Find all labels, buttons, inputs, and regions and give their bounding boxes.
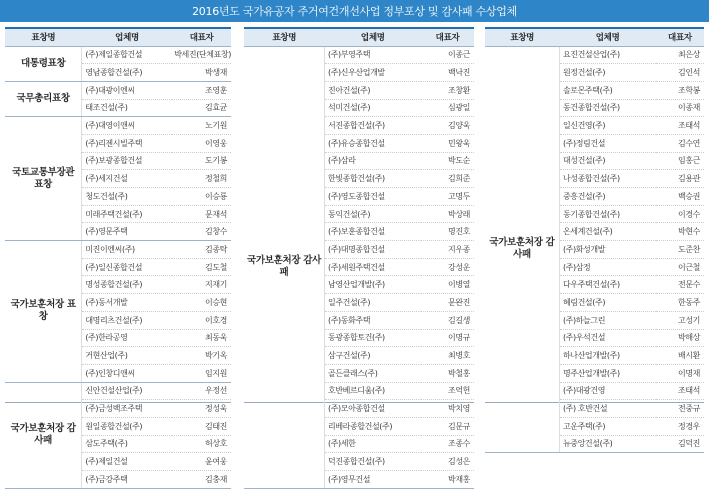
representative-cell: 이승룡 <box>172 188 231 206</box>
representative-cell: 김도철 <box>172 258 231 276</box>
table-header-row <box>244 29 474 46</box>
company-name-cell: (주)동화주택 <box>325 311 422 329</box>
company-name-cell: (주)제일건설 <box>82 453 172 471</box>
company-name-cell: (주)한라공영 <box>82 329 172 347</box>
representative-cell: 이종재 <box>656 99 704 117</box>
company-name-cell: (주)정림건설 <box>559 134 655 152</box>
page-title: 2016년도 국가유공자 주거여건개선사업 정부포상 및 감사패 수상업체 <box>192 5 517 18</box>
header-award: 표창명 <box>5 29 82 46</box>
company-name-cell: 삼구건설(주) <box>325 347 422 365</box>
representative-cell: 정경우 <box>656 417 704 435</box>
representative-cell: 우정선 <box>172 382 231 400</box>
representative-cell: 전문수 <box>656 276 704 294</box>
award-name-cell: 국무총리표창 <box>5 81 82 116</box>
company-name-cell: 명주산업개발(주) <box>559 364 655 382</box>
company-name-cell: 한빛종합건설(주) <box>325 170 422 188</box>
representative-cell: 이병열 <box>421 276 474 294</box>
award-name-cell: 국가보훈처장 표창 <box>5 241 82 383</box>
company-name-cell: 거현산업(주) <box>82 347 172 365</box>
table-row <box>5 46 231 64</box>
company-name-cell: (주)대영이앤씨 <box>82 117 172 135</box>
company-name-cell: (주)하늘그린 <box>559 311 655 329</box>
representative-cell: 최은상 <box>656 46 704 64</box>
awards-table <box>485 29 704 453</box>
company-name-cell: 동익건설(주) <box>325 205 422 223</box>
representative-cell: 배시환 <box>656 347 704 365</box>
company-name-cell: 대명리츠건설(주) <box>82 311 172 329</box>
representative-cell: 윤여웅 <box>172 453 231 471</box>
award-name-cell: 대통령표창 <box>5 46 82 81</box>
representative-cell: 이명규 <box>421 329 474 347</box>
representative-cell: 전중규 <box>656 400 704 418</box>
representative-cell: 김용관 <box>656 170 704 188</box>
representative-cell: 이경수 <box>656 205 704 223</box>
representative-cell: 도기봉 <box>172 152 231 170</box>
representative-cell: 조학봉 <box>656 81 704 99</box>
table-header-row <box>485 29 704 46</box>
company-name-cell: 고운주택(주) <box>559 417 655 435</box>
company-name-cell: (주)세원주택건설 <box>325 258 422 276</box>
company-name-cell: 일주건설(주) <box>325 294 422 312</box>
representative-cell: 박해상 <box>656 329 704 347</box>
table-row <box>5 241 231 259</box>
representative-cell: 지재기 <box>172 276 231 294</box>
representative-cell: 조태석 <box>656 382 704 400</box>
company-name-cell: 미래주택건설(주) <box>82 205 172 223</box>
representative-cell: 김문규 <box>421 417 474 435</box>
company-name-cell: (주)대광이엔씨 <box>82 81 172 99</box>
company-name-cell: (주)대광건영 <box>559 382 655 400</box>
company-name-cell: (주)리젠시빌주택 <box>82 134 172 152</box>
table-row <box>485 46 704 64</box>
representative-cell: 백승권 <box>656 188 704 206</box>
company-name-cell: (주)보광종합건설 <box>82 152 172 170</box>
representative-cell: 박철홍 <box>421 364 474 382</box>
company-name-cell: 덕진종합건설(주) <box>325 453 422 471</box>
awards-table <box>244 29 474 489</box>
representative-cell: 백낙진 <box>421 64 474 82</box>
representative-cell: 최동욱 <box>172 329 231 347</box>
company-name-cell: 진아건설(주) <box>325 81 422 99</box>
representative-cell: 문재석 <box>172 205 231 223</box>
company-name-cell: (주)우석건설 <box>559 329 655 347</box>
company-name-cell: 청도건설(주) <box>82 188 172 206</box>
representative-cell: 조억헌 <box>421 382 474 400</box>
header-company: 업체명 <box>325 29 422 46</box>
company-name-cell: (주)일신종합건설 <box>82 258 172 276</box>
company-name-cell: (주)부영주택 <box>325 46 422 64</box>
representative-cell: 박기옥 <box>172 347 231 365</box>
company-name-cell: 태조건설(주) <box>82 99 172 117</box>
representative-cell: 정철희 <box>172 170 231 188</box>
company-name-cell: (주)금성백조주택 <box>82 400 172 418</box>
company-name-cell: (주)모아종합건설 <box>325 400 422 418</box>
company-name-cell: 미진이엔씨(주) <box>82 241 172 259</box>
company-name-cell: 삼도주택(주) <box>82 435 172 453</box>
representative-cell: 김양욱 <box>421 117 474 135</box>
representative-cell: 이근철 <box>656 258 704 276</box>
award-name-cell: 국가보훈처장 감사패 <box>5 382 82 488</box>
representative-cell: 심광일 <box>421 99 474 117</box>
company-name-cell: 남영산업개발(주) <box>325 276 422 294</box>
representative-cell: 고성기 <box>656 311 704 329</box>
header-company: 업체명 <box>82 29 172 46</box>
representative-cell: 한동주 <box>656 294 704 312</box>
company-name-cell: 뉴중앙건설(주) <box>559 435 655 453</box>
representative-cell: 박재홍 <box>421 471 474 489</box>
company-name-cell: (주)영문주택 <box>82 223 172 241</box>
company-name-cell: 호반베르디움(주) <box>325 382 422 400</box>
representative-cell: 박현수 <box>656 223 704 241</box>
company-name-cell: (주)신우산업개발 <box>325 64 422 82</box>
representative-cell: 김충재 <box>172 471 231 489</box>
company-name-cell: 혜림건설(주) <box>559 294 655 312</box>
representative-cell: 민왕욱 <box>421 134 474 152</box>
company-name-cell: 하나산업개발(주) <box>559 347 655 365</box>
company-name-cell: (주)영도종합건설 <box>325 188 422 206</box>
representative-cell: 문완진 <box>421 294 474 312</box>
company-name-cell: 다우주택건설(주) <box>559 276 655 294</box>
company-name-cell: (주)동서개발 <box>82 294 172 312</box>
representative-cell: 이승현 <box>172 294 231 312</box>
company-name-cell: (주)대명종합건설 <box>325 241 422 259</box>
representative-cell: 고명두 <box>421 188 474 206</box>
representative-cell: 노기원 <box>172 117 231 135</box>
representative-cell: 임지원 <box>172 364 231 382</box>
company-name-cell: 중흥건설(주) <box>559 188 655 206</box>
representative-cell: 김성은 <box>421 453 474 471</box>
awards-table-column-1 <box>5 27 231 484</box>
company-name-cell: 요진건설산업(주) <box>559 46 655 64</box>
representative-cell: 김효균 <box>172 99 231 117</box>
company-name-cell: 동광종합토건(주) <box>325 329 422 347</box>
company-name-cell: 원일종합건설(주) <box>82 417 172 435</box>
company-name-cell: (주)금강주택 <box>82 471 172 489</box>
representative-cell: 조창환 <box>421 81 474 99</box>
company-name-cell: 골든클래스(주) <box>325 364 422 382</box>
representative-cell: 김인석 <box>656 64 704 82</box>
table-row <box>5 81 231 99</box>
award-name-cell: 국토교통부장관 표창 <box>5 117 82 241</box>
representative-cell: 명진호 <box>421 223 474 241</box>
table-row <box>5 117 231 135</box>
awards-table-column-2 <box>244 27 474 484</box>
header-company: 업체명 <box>559 29 655 46</box>
page-title-banner <box>0 0 709 22</box>
company-name-cell: (주)삼정 <box>559 258 655 276</box>
representative-cell: 박생재 <box>172 64 231 82</box>
company-name-cell: (주)세한 <box>325 435 422 453</box>
representative-cell: 이종근 <box>421 46 474 64</box>
company-name-cell: (주)보훈종합건설 <box>325 223 422 241</box>
representative-cell: 박치영 <box>421 400 474 418</box>
company-name-cell: (주)세지건설 <box>82 170 172 188</box>
company-name-cell: 신안건설산업(주) <box>82 382 172 400</box>
awards-table-column-3 <box>485 27 704 449</box>
representative-cell: 조종수 <box>421 435 474 453</box>
table-row <box>5 382 231 400</box>
company-name-cell: 리베라종합건설(주) <box>325 417 422 435</box>
representative-cell: 김창수 <box>172 223 231 241</box>
representative-cell: 박도순 <box>421 152 474 170</box>
company-name-cell: (주)인창디앤씨 <box>82 364 172 382</box>
representative-cell: 김길생 <box>421 311 474 329</box>
header-award: 표창명 <box>244 29 325 46</box>
representative-cell: 이명재 <box>656 364 704 382</box>
representative-cell: 김수연 <box>656 134 704 152</box>
representative-cell: 강성운 <box>421 258 474 276</box>
representative-cell: 김태진 <box>172 417 231 435</box>
table-header-row <box>5 29 231 46</box>
header-rep: 대표자 <box>421 29 474 46</box>
representative-cell: 김덕진 <box>656 435 704 453</box>
header-rep: 대표자 <box>172 29 231 46</box>
company-name-cell: 나성종합건설(주) <box>559 170 655 188</box>
awards-table <box>5 29 231 489</box>
company-name-cell: 온세계건설(주) <box>559 223 655 241</box>
company-name-cell: 석미건설(주) <box>325 99 422 117</box>
award-name-cell: 국가보훈처장 감사패 <box>485 46 559 453</box>
company-name-cell: (주)제일종합건설 <box>82 46 172 64</box>
representative-cell: 박세진(단체표창) <box>172 46 231 64</box>
company-name-cell: 일신건영(주) <box>559 117 655 135</box>
representative-cell: 임홍근 <box>656 152 704 170</box>
company-name-cell: 서진종합건설(주) <box>325 117 422 135</box>
table-row <box>244 46 474 64</box>
representative-cell: 조영훈 <box>172 81 231 99</box>
header-rep: 대표자 <box>656 29 704 46</box>
award-name-cell: 국가보훈처장 감사패 <box>244 46 325 488</box>
company-name-cell: 솔로몬주택(주) <box>559 81 655 99</box>
company-name-cell: 동건종합건설(주) <box>559 99 655 117</box>
company-name-cell: (주)유승종합건설 <box>325 134 422 152</box>
representative-cell: 정성욱 <box>172 400 231 418</box>
representative-cell: 지우종 <box>421 241 474 259</box>
company-name-cell: 동기종합건설(주) <box>559 205 655 223</box>
company-name-cell: 대성건설(주) <box>559 152 655 170</box>
company-name-cell: (주)영무건설 <box>325 471 422 489</box>
representative-cell: 허상호 <box>172 435 231 453</box>
representative-cell: 최병호 <box>421 347 474 365</box>
company-name-cell: (주)화성개발 <box>559 241 655 259</box>
company-name-cell: 명성종합건설(주) <box>82 276 172 294</box>
company-name-cell: 영남종합건설(주) <box>82 64 172 82</box>
representative-cell: 김종탁 <box>172 241 231 259</box>
header-award: 표창명 <box>485 29 559 46</box>
representative-cell: 이호경 <box>172 311 231 329</box>
representative-cell: 박상래 <box>421 205 474 223</box>
company-name-cell: 원정건설(주) <box>559 64 655 82</box>
representative-cell: 조태석 <box>656 117 704 135</box>
representative-cell: 도준찬 <box>656 241 704 259</box>
representative-cell: 이영웅 <box>172 134 231 152</box>
company-name-cell: (주) 호반건설 <box>559 400 655 418</box>
company-name-cell: (주)삼라 <box>325 152 422 170</box>
representative-cell: 김희준 <box>421 170 474 188</box>
